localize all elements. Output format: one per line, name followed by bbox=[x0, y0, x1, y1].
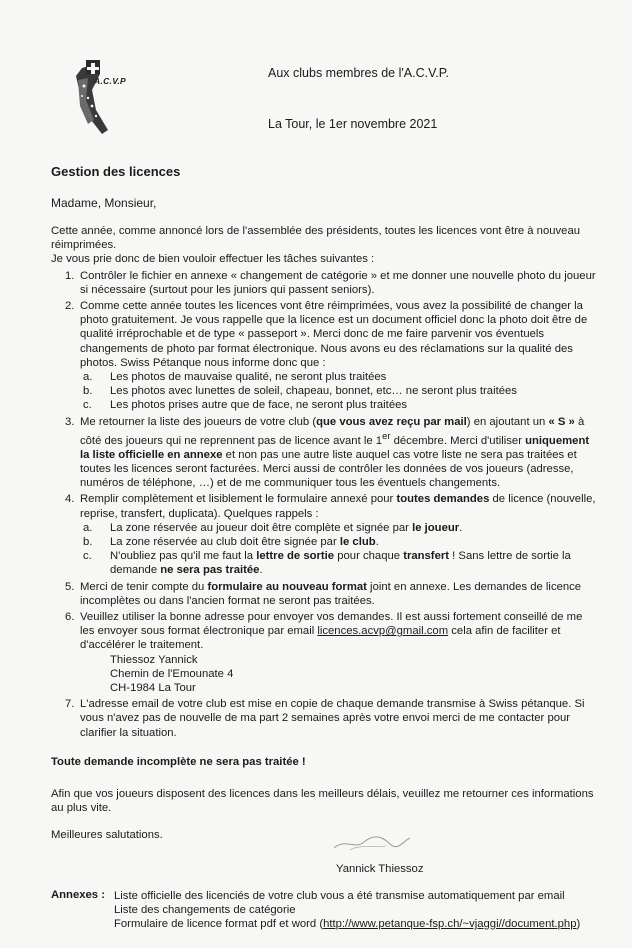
item-text bbox=[80, 493, 596, 519]
task-item-6 bbox=[51, 610, 599, 695]
sub-letter: b. bbox=[83, 536, 93, 549]
intro-instruction: Je vous prie donc de bien vouloir effectuer les tâches suivantes : bbox=[51, 253, 375, 266]
annexes-list bbox=[114, 889, 614, 931]
text-run: ) en ajoutant un bbox=[466, 415, 549, 428]
text-run: Merci de tenir compte du bbox=[80, 580, 208, 593]
intro-paragraph: Cette année, comme annoncé lors de l'assemblée des présidents, toutes les licences vont être à nouveau réimprimées. bbox=[51, 225, 581, 252]
task-item-1 bbox=[51, 269, 599, 297]
sub-item bbox=[80, 521, 599, 535]
place-date: La Tour, le 1er novembre 2021 bbox=[268, 117, 438, 131]
handwritten-signature bbox=[332, 832, 412, 854]
acvp-logo bbox=[66, 50, 146, 136]
sub-text: Les photos prises autre que de face, ne seront plus traitées bbox=[110, 399, 408, 412]
sub-letter: b. bbox=[83, 385, 93, 398]
bold-run: le joueur bbox=[412, 521, 460, 534]
bold-run: toutes demandes bbox=[396, 493, 490, 506]
salutation: Madame, Monsieur, bbox=[51, 196, 157, 210]
bold-run: le club bbox=[339, 536, 376, 549]
text-run: . bbox=[459, 521, 463, 534]
text-run: cela afin de faciliter et d'accélérer le traitement. bbox=[80, 625, 561, 652]
text-run: de licence (nouvelle, reprise, transfert, duplicata). Quelques rappels : bbox=[80, 493, 596, 520]
address-line: Chemin de l'Emounate 4 bbox=[110, 667, 234, 680]
sub-text: Les photos de mauvaise qualité, ne seront plus traitées bbox=[110, 371, 387, 384]
logo-text: A.C.V.P bbox=[94, 76, 127, 86]
item-number: 7. bbox=[65, 698, 75, 711]
annex-line: Liste des changements de catégorie bbox=[114, 904, 296, 916]
task-item-3 bbox=[51, 415, 599, 491]
item-text: Contrôler le fichier en annexe « changement de catégorie » et me donner une nouvelle photo du joueur si nécessaire (surtout pour les juniors qui passent seniors). bbox=[80, 269, 596, 296]
sub-item bbox=[80, 535, 599, 549]
text-run: . bbox=[375, 536, 379, 549]
annexes-label: Annexes : bbox=[51, 889, 105, 901]
item-number: 6. bbox=[65, 611, 75, 624]
superscript: er bbox=[382, 429, 391, 441]
task-item-4 bbox=[51, 492, 599, 577]
email-link[interactable]: licences.acvp@gmail.com bbox=[317, 625, 449, 638]
form-reminders-list bbox=[80, 521, 599, 578]
annex-line: Liste officielle des licenciés de votre club vous a été transmise automatiquement par email bbox=[114, 890, 565, 902]
sub-item bbox=[80, 384, 599, 398]
recipient-line: Aux clubs membres de l'A.C.V.P. bbox=[268, 66, 449, 80]
task-list bbox=[51, 269, 599, 740]
sub-item bbox=[80, 370, 599, 384]
text-run: pour chaque bbox=[334, 550, 404, 563]
item-text bbox=[80, 581, 581, 607]
item-number: 2. bbox=[65, 300, 75, 313]
text-run: Remplir complètement et lisiblement le formulaire annexé pour bbox=[80, 493, 397, 506]
item-number: 1. bbox=[65, 269, 75, 282]
bold-run: formulaire au nouveau format bbox=[207, 580, 367, 593]
text-run: à côté des joueurs qui ne reprennent pas de licence avant le 1 bbox=[80, 415, 585, 447]
item-text: Comme cette année toutes les licences vont être réimprimées, vous avez la possibilité de changer la photo gratuitement. Je vous rappelle que la licence est un document officiel donc la photo doit être de qualité irréprochable et de type « passeport ». Merci donc de me faire parvenir vos éventuels changements de photo par format électronique. Nous avons eu des réclamations sur la qualité des photos. Swiss Pétanque nous informe donc que : bbox=[80, 300, 588, 369]
item-number: 5. bbox=[65, 580, 75, 593]
task-item-7 bbox=[51, 697, 599, 740]
task-item-5 bbox=[51, 580, 599, 608]
sub-text: Les photos avec lunettes de soleil, chapeau, bonnet, etc… ne seront plus traitées bbox=[110, 385, 517, 398]
letter-title: Gestion des licences bbox=[51, 164, 181, 179]
bold-run: que vous avez reçu par mail bbox=[316, 415, 467, 428]
warning-notice: Toute demande incomplète ne sera pas traitée ! bbox=[51, 756, 306, 768]
letter-body bbox=[51, 224, 599, 742]
postal-address bbox=[80, 653, 599, 696]
text-run: et non pas une autre liste auquel cas votre liste ne sera pas traitées et toutes les licences seront facturées. Merci aussi de contrôler les données de vos joueurs (adresse, numéros de téléphone, …) et de me communiquer tous les éventuels changements. bbox=[80, 448, 577, 490]
text-run: Formulaire de licence format pdf et word ( bbox=[114, 918, 324, 930]
item-number: 4. bbox=[65, 493, 75, 506]
text-run: Veuillez utiliser la bonne adresse pour envoyer vos demandes. Il est aussi fortement conseillé de me les envoyer sous format électronique par email bbox=[80, 611, 583, 638]
item-text: L'adresse email de votre club est mise en copie de chaque demande transmise à Swiss pétanque. Si vous n'avez pas de nouvelle de ma part 2 semaines après votre envoi merci de me contacter pour clarifier la situation. bbox=[80, 698, 585, 739]
signer-name: Yannick Thiessoz bbox=[336, 863, 424, 875]
item-text bbox=[80, 416, 589, 490]
text-run: décembre. Merci d'utiliser bbox=[390, 434, 526, 447]
sub-letter: c. bbox=[83, 550, 92, 563]
regards: Meilleures salutations. bbox=[51, 829, 163, 841]
address-line: CH-1984 La Tour bbox=[110, 682, 196, 695]
bold-run: uniquement la liste officielle en annexe bbox=[80, 434, 590, 461]
closing-paragraph: Afin que vos joueurs disposent des licences dans les meilleurs délais, veuillez me retourner ces informations au plus vite. bbox=[51, 788, 594, 815]
task-item-2 bbox=[51, 299, 599, 413]
text-run: Me retourner la liste des joueurs de votre club ( bbox=[80, 415, 317, 428]
text-run: N'oubliez pas qu'il me faut la bbox=[110, 550, 257, 563]
sub-letter: a. bbox=[83, 521, 93, 534]
text-run: ! Sans lettre de sortie la demande bbox=[110, 550, 571, 577]
item-number: 3. bbox=[65, 415, 75, 428]
sub-letter: c. bbox=[83, 399, 92, 412]
annex-line bbox=[114, 917, 614, 931]
item-text bbox=[80, 611, 582, 651]
text-run: La zone réservée au club doit être signée par bbox=[110, 536, 340, 549]
text-run: La zone réservée au joueur doit être complète et signée par bbox=[110, 521, 413, 534]
bold-run: ne sera pas traitée bbox=[160, 564, 260, 577]
address-line: Thiessoz Yannick bbox=[110, 653, 198, 666]
photo-rules-list bbox=[80, 370, 599, 413]
sub-item bbox=[80, 398, 599, 412]
bold-run: « S » bbox=[548, 415, 575, 428]
text-run: joint en annexe. Les demandes de licence incomplètes ou dans l'ancien format ne seront pas traitées. bbox=[80, 580, 582, 607]
bold-run: transfert bbox=[403, 550, 450, 563]
sub-letter: a. bbox=[83, 371, 93, 384]
text-run: . bbox=[259, 564, 263, 577]
document-link[interactable]: http://www.petanque-fsp.ch/~vjaggi//document.php bbox=[323, 918, 577, 930]
sub-item bbox=[80, 549, 599, 577]
text-run: ) bbox=[576, 918, 581, 930]
bold-run: lettre de sortie bbox=[256, 550, 335, 563]
